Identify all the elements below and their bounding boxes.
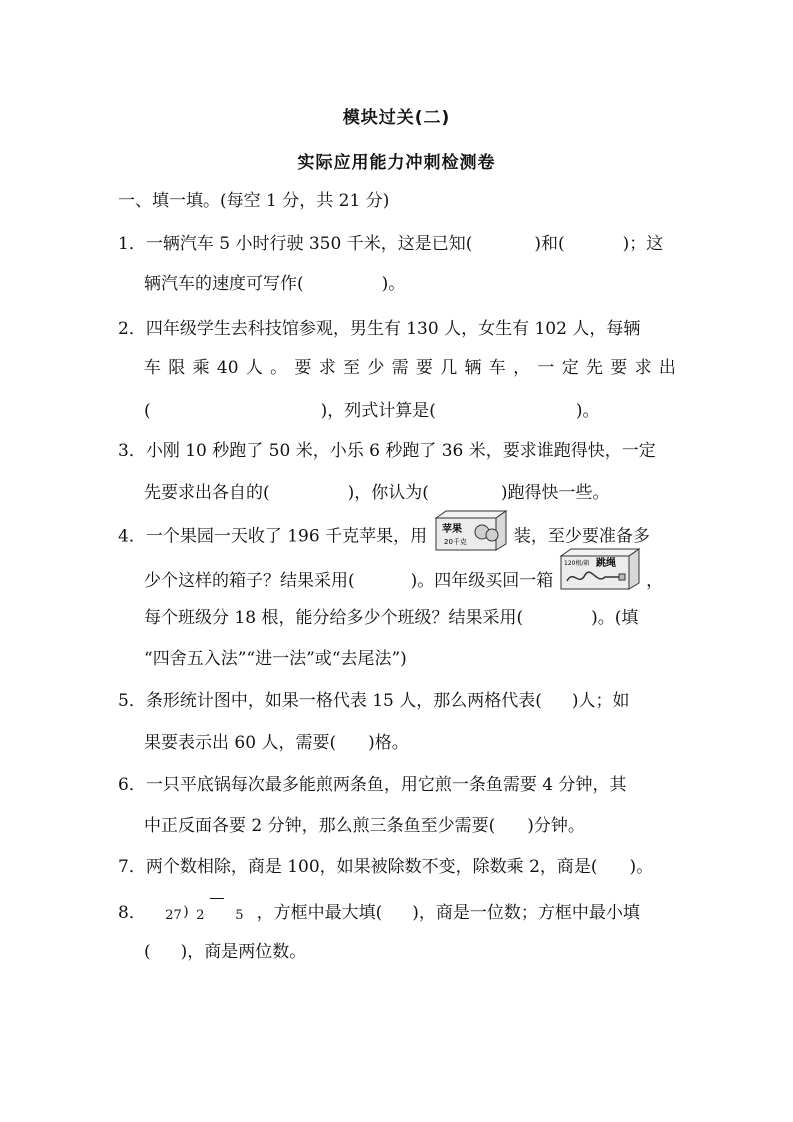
svg-text:20千克: 20千克 xyxy=(444,538,468,546)
spaced-char: 少 xyxy=(367,358,385,378)
question-6-line-1: 6．一只平底锅每次最多能煎两条鱼，用它煎一条鱼需要 4 分钟，其 xyxy=(118,775,627,795)
jump-rope-box-icon xyxy=(559,547,641,591)
spaced-char: 先 xyxy=(585,358,603,378)
question-8-line-1: 8． 27 ) 2 5 ，方框中最大填( )，商是一位数；方框中最小填 xyxy=(118,902,678,925)
page-title: 模块过关(二) xyxy=(342,108,451,128)
spaced-char: 求 xyxy=(318,358,336,378)
question-8-line-2: ( )，商是两位数。 xyxy=(144,942,307,962)
question-2-line-2 xyxy=(144,357,676,379)
spaced-char: 一 xyxy=(537,358,555,378)
page-subtitle: 实际应用能力冲刺检测卷 xyxy=(297,153,496,173)
division-bracket: ) xyxy=(183,903,189,920)
spaced-char: 要 xyxy=(415,358,433,378)
spaced-char: 辆 xyxy=(464,358,482,378)
spaced-char: 车 xyxy=(488,358,506,378)
question-7-line-1: 7．两个数相除，商是 100，如果被除数不变，除数乘 2，商是( )。 xyxy=(118,857,654,877)
spaced-char: 乘 xyxy=(192,358,210,378)
long-division-expression: 27 ) 2 5 xyxy=(151,903,251,925)
question-4-line-3: 每个班级分 18 根，能分给多少个班级？结果采用( )。(填 xyxy=(144,608,639,628)
spaced-char: 需 xyxy=(391,358,409,378)
question-4-line-4: “四舍五入法”“进一法”或“去尾法”) xyxy=(144,649,407,669)
spaced-char: 要 xyxy=(294,358,312,378)
blank-square[interactable] xyxy=(210,898,224,899)
spaced-char: 要 xyxy=(610,358,628,378)
spaced-char: 40 xyxy=(216,358,239,378)
spaced-char: ， xyxy=(513,358,531,378)
question-4-line-1: 4．一个果园一天收了 196 千克苹果，用 苹果 20千克 装，至少要准备多 xyxy=(118,522,678,552)
question-2-line-3: ( )，列式计算是( )。 xyxy=(144,401,600,421)
question-5-line-2: 果要表示出 60 人，需要( )格。 xyxy=(144,733,409,753)
question-5-line-1: 5．条形统计图中，如果一格代表 15 人，那么两格代表( )人；如 xyxy=(118,691,630,711)
spaced-char: 几 xyxy=(440,358,458,378)
spaced-char: 出 xyxy=(658,358,676,378)
question-6-line-2: 中正反面各要 2 分钟，那么煎三条鱼至少需要( )分钟。 xyxy=(144,816,585,836)
svg-text:120根/箱: 120根/箱 xyxy=(563,559,590,567)
question-4-line-2: 少个这样的箱子？结果采用( )。四年级买回一箱 120根/箱 跳绳 ， xyxy=(144,570,676,592)
question-1-line-2: 辆汽车的速度可写作( )。 xyxy=(144,274,406,294)
question-2-line-1: 2．四年级学生去科技馆参观，男生有 130 人，女生有 102 人，每辆 xyxy=(118,319,641,339)
spaced-char: 求 xyxy=(634,358,652,378)
spaced-char: 人 xyxy=(245,358,263,378)
apple-box-icon xyxy=(432,508,508,552)
spaced-char: 至 xyxy=(343,358,361,378)
spaced-char: 定 xyxy=(561,358,579,378)
question-1-line-1: 1．一辆汽车 5 小时行驶 350 千米，这是已知( )和( )；这 xyxy=(118,234,664,254)
section-heading: 一、填一填。(每空 1 分，共 21 分) xyxy=(118,191,390,211)
question-3-line-2: 先要求出各自的( )，你认为( )跑得快一些。 xyxy=(144,483,610,503)
question-3-line-1: 3．小刚 10 秒跑了 50 米，小乐 6 秒跑了 36 米，要求谁跑得快，一定 xyxy=(118,441,656,461)
spaced-char: 车 xyxy=(144,358,161,378)
spaced-char: 限 xyxy=(168,358,186,378)
svg-text:跳绳: 跳绳 xyxy=(595,557,616,569)
svg-text:苹果: 苹果 xyxy=(442,524,463,535)
spaced-char: 。 xyxy=(270,358,288,378)
